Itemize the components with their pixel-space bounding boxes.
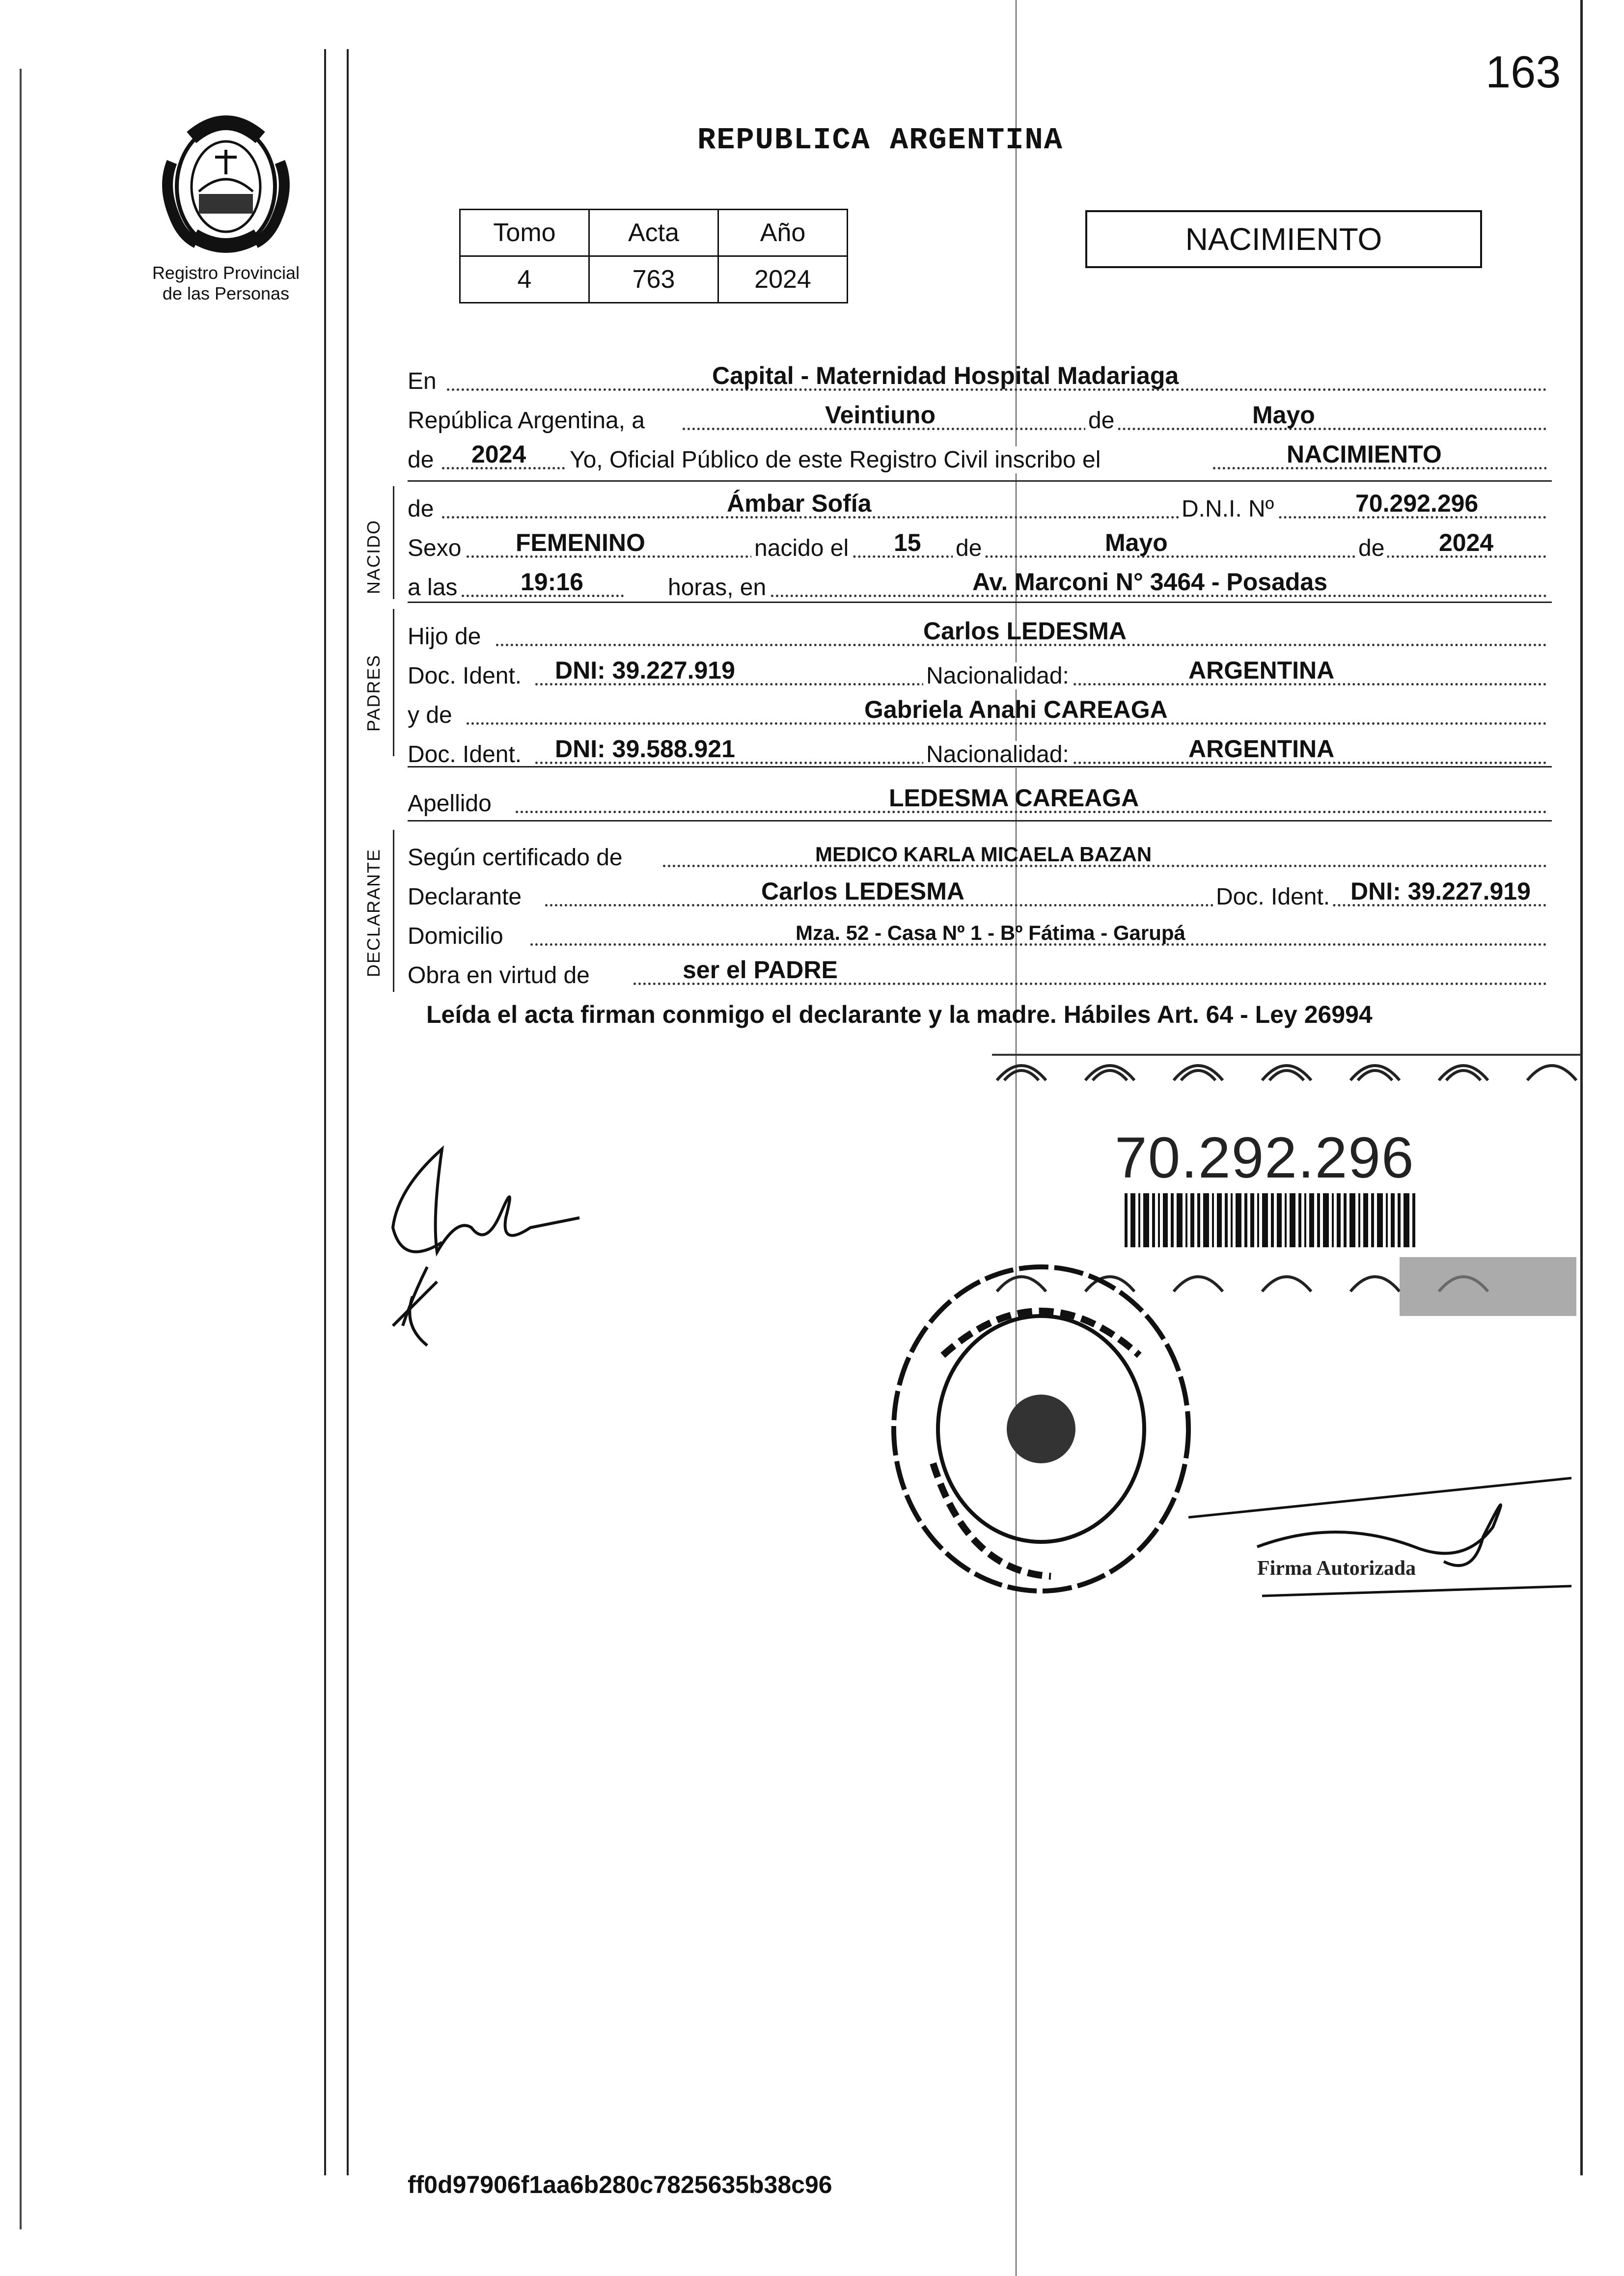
father-doc-label: Doc. Ident. [408,662,524,689]
year-value: 2024 [471,440,526,468]
father-name: Carlos LEDESMA [923,617,1127,645]
row-hijo [408,614,1552,653]
row-name [408,486,1552,525]
row-year [408,437,1552,476]
de2-label: de [408,446,437,473]
padres-bracket [393,609,394,756]
row-yde [408,692,1552,732]
mother-nationality: ARGENTINA [1188,735,1335,763]
edge-mark [20,69,22,2229]
declarante-bracket [393,830,394,992]
birth-year: 2024 [1439,529,1494,556]
row-apellido [408,781,1552,820]
mother-doc-label: Doc. Ident. [408,741,524,768]
child-dni: 70.292.296 [1355,490,1479,517]
acta-value: 763 [589,256,718,303]
sexo-value: FEMENINO [516,529,645,556]
row-en [408,358,1552,398]
province-seal-icon [152,108,300,260]
segun-value: MEDICO KARLA MICAELA BAZAN [815,843,1152,866]
father-nac-label: Nacionalidad: [923,662,1072,689]
logo-caption-line1: Registro Provincial [152,263,300,283]
mother-doc: DNI: 39.588.921 [555,735,735,763]
segun-label: Según certificado de [408,844,626,871]
child-name: Ámbar Sofía [727,490,872,517]
document-title: REPUBLICA ARGENTINA [697,123,1063,158]
security-number: 70.292.296 [1115,1125,1415,1190]
declarante-doc-label: Doc. Ident. [1213,883,1333,910]
dni-label: D.N.I. Nº [1179,495,1277,522]
sexo-label: Sexo [408,535,464,562]
republica-label: República Argentina, a [408,407,648,434]
father-doc: DNI: 39.227.919 [555,657,735,684]
row-hora [408,565,1552,604]
row-declarante [408,874,1552,913]
declarante-side-label: DECLARANTE [363,848,384,977]
inscribo-value: NACIMIENTO [1287,440,1442,468]
de-label: de [1085,407,1117,434]
de-label-2: de [953,535,985,562]
left-margin-line [324,49,326,2175]
hora-value: 19:16 [521,568,583,596]
mother-name: Gabriela Anahi CAREAGA [864,696,1168,723]
birth-day: 15 [894,529,921,556]
father-nationality: ARGENTINA [1188,657,1335,684]
apellido-value: LEDESMA CAREAGA [889,784,1139,812]
registrar-signature-icon [1188,1399,1581,1635]
en-value: Capital - Maternidad Hospital Madariaga [712,362,1179,389]
left-margin-line-2 [347,49,349,2175]
yde-label: y de [408,702,455,729]
domicilio-label: Domicilio [408,923,506,950]
month-value: Mayo [1252,401,1315,429]
separator [408,820,1552,822]
declarant-signature-icon [383,1120,604,1355]
yo-text: Yo, Oficial Público de este Registro Civil inscribo el [570,446,1103,473]
tomo-header: Tomo [460,210,589,256]
alas-label: a las [408,574,460,601]
row-republica [408,398,1552,437]
row-mother-doc [408,732,1552,771]
separator [408,480,1552,482]
obra-value: ser el PADRE [683,956,838,984]
day-value: Veintiuno [825,401,936,429]
official-round-stamp-icon [889,1257,1193,1601]
de-label-3: de [1355,535,1387,562]
mother-nac-label: Nacionalidad: [923,741,1072,768]
de-label-name: de [408,495,437,522]
declarante-doc: DNI: 39.227.919 [1350,877,1531,905]
apellido-label: Apellido [408,790,495,817]
logo-caption-line2: de las Personas [162,283,290,303]
folio-number: 163 [1486,47,1561,97]
row-domicilio [408,913,1552,953]
official-stamp-line1: Firma Autorizada [1257,1557,1416,1580]
birth-month: Mayo [1105,529,1168,556]
anio-value: 2024 [718,256,848,303]
lugar-value: Av. Marconi N° 3464 - Posadas [972,568,1328,596]
nacido-label: nacido el [751,535,852,562]
act-type-box: NACIMIENTO [1085,210,1482,268]
row-father-doc [408,653,1552,692]
anio-header: Año [718,210,848,256]
row-sexo [408,525,1552,565]
nacido-side-label: NACIDO [363,519,384,594]
declarante-label: Declarante [408,883,524,910]
domicilio-value: Mza. 52 - Casa Nº 1 - Bº Fátima - Garupá [796,921,1185,944]
acta-header: Acta [589,210,718,256]
horas-label: horas, en [668,574,769,601]
nacido-bracket [393,486,394,599]
en-label: En [408,368,440,395]
closing-text: Leída el acta firman conmigo el declarante y la madre. Hábiles Art. 64 - Ley 26994 [426,1001,1373,1028]
row-obra [408,953,1552,992]
row-segun [408,835,1552,874]
document-hash: ff0d97906f1aa6b280c7825635b38c96 [408,2171,832,2198]
registry-logo [133,108,319,304]
obra-label: Obra en virtud de [408,962,593,989]
separator [408,766,1552,768]
tomo-value: 4 [460,256,589,303]
declarante-value: Carlos LEDESMA [761,877,964,905]
separator [408,602,1552,603]
reference-table [459,209,848,303]
hijo-label: Hijo de [408,623,484,650]
padres-side-label: PADRES [363,654,384,732]
